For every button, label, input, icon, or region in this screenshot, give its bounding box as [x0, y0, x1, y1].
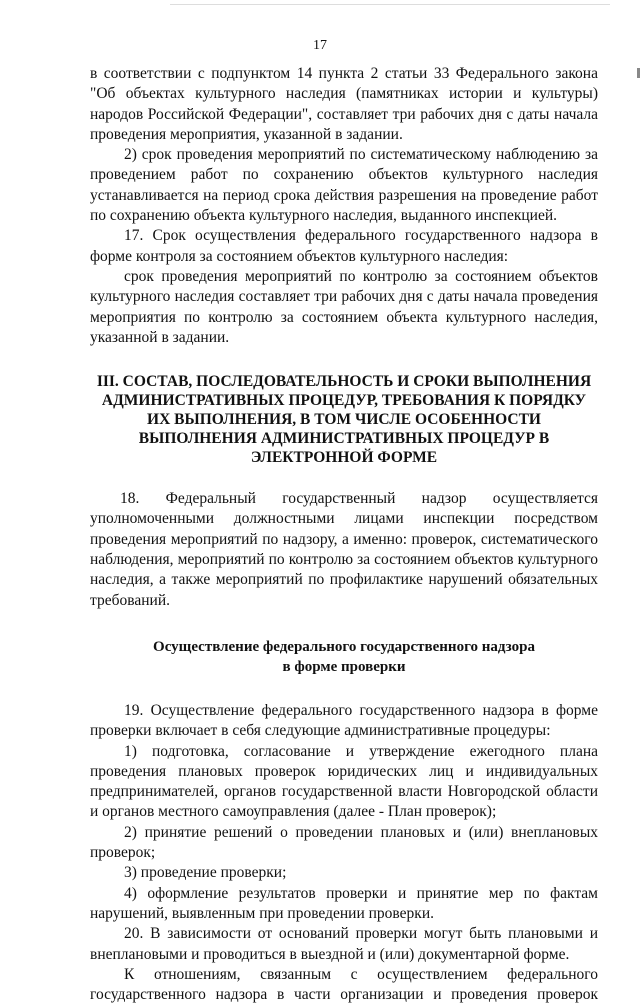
paragraph-19: 19. Осуществление федерального государственного надзора в форме проверки включает в себя следующие административные процедуры: — [90, 701, 598, 740]
page-number: 17 — [313, 38, 327, 53]
list-item-3: 3) проведение проверки; — [124, 864, 287, 882]
paragraph-continuation: в соответствии с подпунктом 14 пункта 2 статьи 33 Федерального закона "Об объектах культурного наследия (памятниках истории и культуры) народов Российской Федерации", составляет три рабочих дня с даты начала проведения мероприятия, указанной в задании. — [90, 65, 598, 143]
list-item-1: 1) подготовка, согласование и утверждение ежегодного плана проведения плановых проверок юридических лиц и индивидуальных предпринимателей, органов государственной власти Новгородской области и органов местного самоуправления (далее - План проверок); — [90, 742, 598, 821]
paragraph-17: 17. Срок осуществления федерального государственного надзора в форме контроля за состоянием объектов культурного наследия: — [90, 227, 598, 265]
document-body — [90, 64, 598, 1005]
list-item-4: 4) оформление результатов проверки и принятие мер по фактам нарушений, выявленным при проведении проверки. — [90, 884, 598, 922]
scan-artifact — [170, 4, 610, 5]
paragraph-17-term: срок проведения мероприятий по контролю за состоянием объектов культурного наследия составляет три рабочих дня с даты начала проведения мероприятия по контролю за состоянием объекта культурного наследия, указанной в задании. — [90, 267, 598, 346]
list-item-2: 2) принятие решений о проведении плановых и (или) внеплановых проверок; — [90, 823, 598, 862]
paragraph-20: 20. В зависимости от оснований проверки могут быть плановыми и внеплановыми и проводиться в выездной и (или) документарной форме. — [90, 925, 598, 963]
sub-heading-line-1: Осуществление федерального государственного надзора — [153, 638, 535, 655]
sub-heading-line-2: в форме проверки — [282, 658, 406, 675]
paragraph-item-2: 2) срок проведения мероприятий по систематическому наблюдению за проведением работ по сохранению объектов культурного наследия устанавливается на период срока действия разрешения на проведение работ по сохранению объекта культурного наследия, выданного инспекцией. — [90, 146, 598, 225]
paragraph-relations: К отношениям, связанным с осуществлением федерального государственного надзора в части организации и проведения проверок — [90, 965, 598, 1004]
sub-heading — [90, 637, 598, 677]
section-heading: III. СОСТАВ, ПОСЛЕДОВАТЕЛЬНОСТЬ И СРОКИ ВЫПОЛНЕНИЯ АДМИНИСТРАТИВНЫХ ПРОЦЕДУР, ТРЕБОВАНИЯ К ПОРЯДКУ ИХ ВЫПОЛНЕНИЯ, В ТОМ ЧИСЛЕ ОСОБЕННОСТИ ВЫПОЛНЕНИЯ АДМИНИСТРАТИВНЫХ ПРОЦЕДУР В ЭЛЕКТРОННОЙ ФОРМЕ — [96, 373, 592, 467]
paragraph-18: 18. Федеральный государственный надзор осуществляется уполномоченными должностными лицами инспекции посредством проведения мероприятий по надзору, а именно: проверок, систематического наблюдения, мероприятий по контролю за состоянием объектов культурного наследия, а также мероприятий по профилактике нарушений обязательных требований. — [90, 490, 598, 609]
